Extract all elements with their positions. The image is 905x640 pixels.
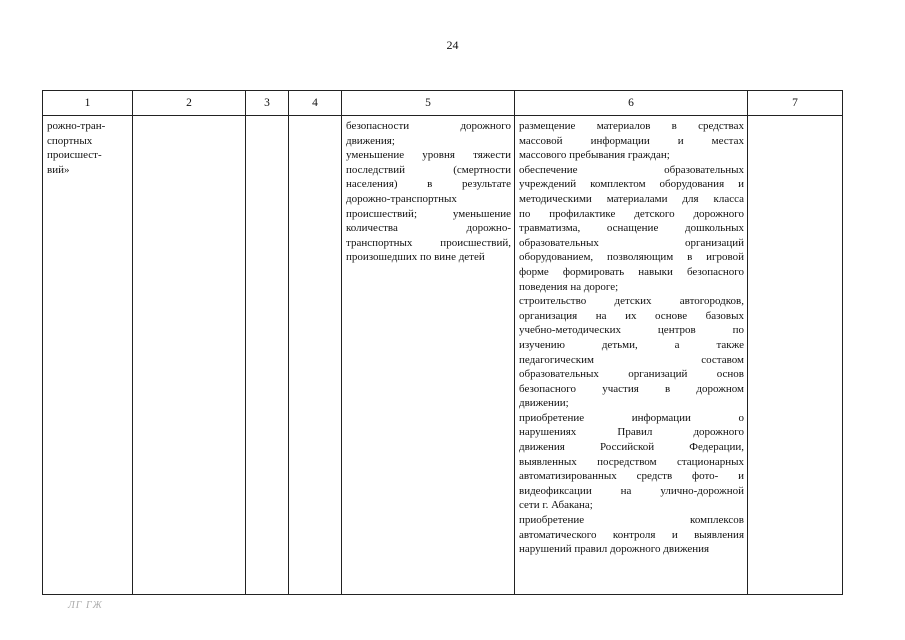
text-line: по профилактике детского дорожного [519,207,744,220]
text-line: безопасного участия в дорожном [519,382,744,395]
text-line: поведения на дороге; [519,280,619,293]
text-line: вий» [47,163,70,176]
text-line: движения Российской Федерации, [519,441,744,454]
text-line: автоматизированных средств фото- и [519,470,744,483]
text-line: количества дорожно- [346,222,511,235]
text-line: изучению детьми, а также [519,338,744,351]
text-line: уменьшение уровня тяжести [346,149,511,162]
text-line: последствий (смертности [346,163,511,176]
text-line: образовательных организаций [519,236,744,249]
text-line: учреждений комплектом оборудования и [519,178,744,191]
text-line: происшест- [47,149,102,162]
text-line: нарушений правил дорожного движения [519,543,710,556]
text-line: строительство детских автогородков, [519,295,744,308]
text-line: массового пребывания граждан; [519,149,670,162]
text-line: оборудованием, позволяющим в игровой [519,251,744,264]
text-line: приобретение информации о [519,411,744,424]
header-col-4: 4 [289,91,342,116]
text-line: населения) в результате [346,178,511,191]
text-line: дорожно-транспортных [346,192,457,205]
text-line: приобретение комплексов [519,514,744,527]
program-name-fragment [43,116,132,177]
text-line: происшествий; уменьшение [346,207,511,220]
text-line: безопасности дорожного [346,120,511,132]
text-line: рожно-тран- [47,120,106,132]
page-number: 24 [446,38,459,52]
text-line: выявленных посредством стационарных [519,455,744,468]
program-table [42,90,843,595]
table-row [43,116,843,595]
text-line: травматизма, оснащение дошкольных [519,222,744,235]
text-line: педагогическим составом [519,353,744,366]
header-col-5: 5 [342,91,515,116]
header-col-7: 7 [748,91,843,116]
header-col-1: 1 [43,91,133,116]
cell-col-4 [289,116,342,595]
header-row [43,91,843,116]
cell-col-5 [342,116,515,595]
footer-mark: ЛГ ГЖ [68,600,103,611]
text-line: нарушениях Правил дорожного [519,426,744,439]
text-line: спортных [47,134,93,147]
text-line: сети г. Абакана; [519,499,593,512]
text-line: движения; [346,134,395,147]
text-line: форме формировать навыки безопасного [519,265,744,278]
header-col-2: 2 [133,91,246,116]
cell-col-7 [748,116,843,595]
header-col-6: 6 [515,91,748,116]
text-line: автоматического контроля и выявления [519,528,744,541]
text-line: размещение материалов в средствах [519,120,744,132]
text-line: образовательных организаций основ [519,368,744,381]
text-line: обеспечение образовательных [519,163,744,176]
text-line: движении; [519,397,569,410]
text-line: массовой информации и местах [519,134,744,147]
cell-col-2 [133,116,246,595]
measures-text [515,116,747,557]
text-line: видеофиксации на улично-дорожной [519,484,744,497]
cell-col-3 [246,116,289,595]
text-line: транспортных происшествий, [346,236,511,249]
cell-col-1 [43,116,133,595]
text-line: произошедших по вине детей [346,251,485,264]
expected-results-text [342,116,514,265]
header-col-3: 3 [246,91,289,116]
cell-col-6 [515,116,748,595]
text-line: учебно-методических центров по [519,324,744,337]
text-line: методическими материалами для класса [519,192,744,205]
text-line: организация на их основе базовых [519,309,744,322]
